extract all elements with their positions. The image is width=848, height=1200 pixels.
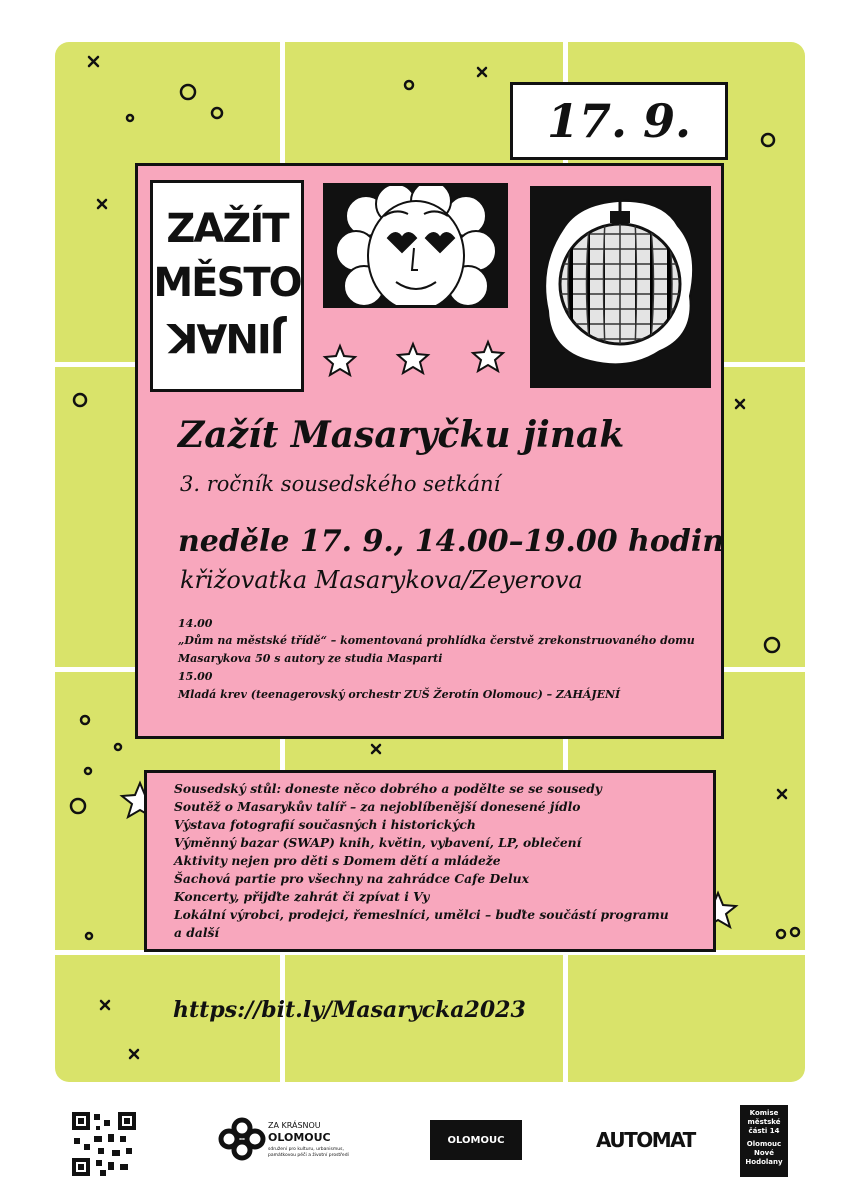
event-subtitle: 3. ročník sousedského setkání (180, 472, 501, 496)
activity-item: Soutěž o Masarykův talíř – za nejoblíbenější donesené jídlo (174, 799, 581, 814)
kmc-line: Nové (754, 1149, 774, 1157)
stars-decoration (315, 338, 515, 388)
kmc-line: Komise (749, 1109, 779, 1117)
logo-line: ZAŽÍT (166, 206, 288, 252)
activity-item: Výstava fotografií současných i historických (174, 817, 476, 832)
activity-item: Lokální výrobci, prodejci, řemeslníci, umělci – buďte součástí programu (174, 907, 669, 922)
cross-icon (736, 400, 744, 408)
kmc-line: Hodolany (745, 1157, 783, 1166)
program-item: Mladá krev (teenagerovský orchestr ZUŠ Žerotín Olomouc) – ZAHÁJENÍ (178, 688, 621, 701)
kmc-line: Olomouc (746, 1140, 782, 1149)
cross-icon (778, 790, 786, 798)
sponsor-olomouc (430, 1120, 522, 1160)
star-icon (325, 346, 355, 375)
program-time: 15.00 (178, 670, 213, 683)
sponsor-zkol-desc: sdružení pro kulturu, urbanismus, (268, 1147, 344, 1152)
activity-item: a další (174, 925, 220, 940)
activity-item: Výměnný bazar (SWAP) knih, květin, vybavení, LP, oblečení (174, 835, 582, 850)
event-location: křižovatka Masarykova/Zeyerova (180, 566, 583, 594)
logo-line: MĚSTO (153, 260, 301, 306)
activity-item: Aktivity nejen pro děti s Domem dětí a mládeže (174, 853, 501, 868)
program-time: 14.00 (178, 617, 213, 630)
circle-icon (181, 85, 195, 99)
program-item: „Dům na městské třídě“ – komentovaná prohlídka čerstvě zrekonstruovaného domu (178, 634, 695, 647)
date-badge: 17. 9. (510, 82, 728, 160)
activity-item: Koncerty, přijďte zahrát či zpívat i Vy (174, 889, 430, 904)
cross-icon (101, 1001, 109, 1009)
event-datetime: neděle 17. 9., 14.00–19.00 hodin (178, 524, 725, 559)
event-url[interactable]: https://bit.ly/Masarycka2023 (173, 997, 526, 1023)
program-item: Masarykova 50 s autory ze studia Masparti (178, 652, 443, 665)
kmc-line: části 14 (748, 1126, 780, 1135)
logo-line-upside-down: JINAK (169, 314, 285, 360)
qr-code-icon (72, 1112, 136, 1176)
event-title: Zažít Masaryčku jinak (178, 414, 625, 456)
sponsor-zkol-top: ZA KRÁSNOU (268, 1121, 321, 1130)
face-illustration (323, 183, 508, 308)
activity-item: Sousedský stůl: doneste něco dobrého a podělte se se sousedy (174, 781, 602, 796)
cross-icon (478, 68, 486, 76)
kmc-line: městské (747, 1117, 781, 1126)
sponsor-zkol-desc: památkovou péči a životní prostředí (268, 1153, 349, 1158)
cross-icon (372, 745, 380, 753)
star-icon (398, 344, 428, 373)
cross-icon (89, 57, 98, 66)
sponsor-olomouc-label: OLOMOUC (447, 1134, 505, 1146)
cross-icon (98, 200, 106, 208)
cross-icon (130, 1050, 138, 1058)
sponsor-automat: AUTOMAT (596, 1128, 695, 1152)
sponsor-zkol-name: OLOMOUC (268, 1131, 331, 1144)
zazit-mesto-jinak-logo (150, 180, 304, 392)
sponsor-komise (740, 1105, 788, 1177)
za-krasnou-olomouc-logo-icon (218, 1117, 266, 1161)
disco-ball-illustration (530, 186, 711, 388)
activity-item: Šachová partie pro všechny na zahrádce Cafe Delux (174, 871, 529, 886)
star-icon (473, 342, 503, 371)
